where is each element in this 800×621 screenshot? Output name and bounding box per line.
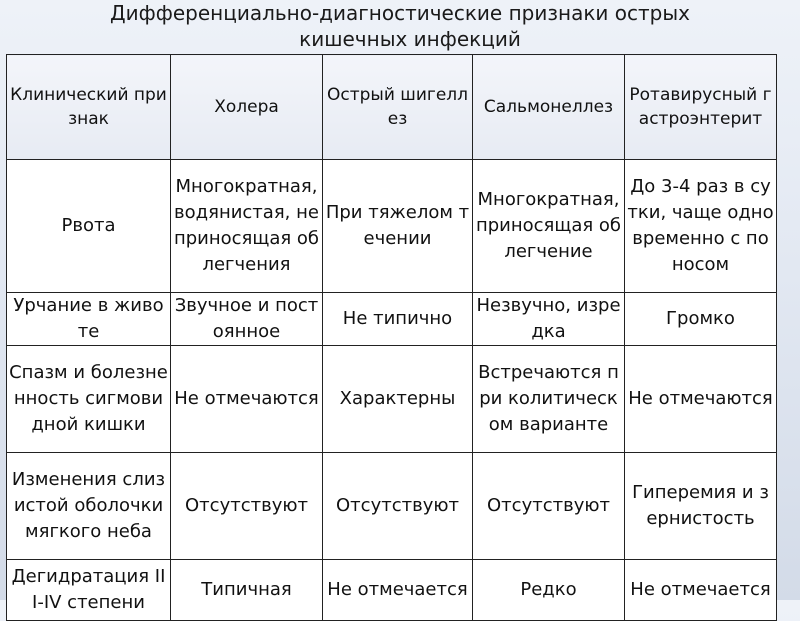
diagnostic-table (6, 54, 777, 621)
row-sign-cell: Спазм и болезненность сигмовидной кишки (7, 346, 171, 453)
page-title (0, 0, 800, 52)
rotavirus-cell: До 3-4 раз в сутки, чаще одновременно с поносом (625, 160, 777, 293)
table-row (7, 453, 777, 560)
table-row (7, 160, 777, 293)
rotavirus-cell: Громко (625, 293, 777, 346)
row-sign-cell: Рвота (7, 160, 171, 293)
header-cholera: Холера (171, 55, 323, 160)
shigellosis-cell: При тяжелом течении (323, 160, 473, 293)
row-sign-cell: Изменения слизистой оболочки мягкого неба (7, 453, 171, 560)
rotavirus-cell: Не отмечается (625, 560, 777, 621)
cholera-cell: Многократная, водянистая, не приносящая облегчения (171, 160, 323, 293)
row-sign-cell: Дегидратация III-IV степени (7, 560, 171, 621)
table-row (7, 346, 777, 453)
header-salmonellosis: Сальмонеллез (473, 55, 625, 160)
salmonellosis-cell: Редко (473, 560, 625, 621)
header-shigellosis: Острый шигеллез (323, 55, 473, 160)
table-header-row (7, 55, 777, 160)
header-rotavirus: Ротавирусный гастроэнтерит (625, 55, 777, 160)
shigellosis-cell: Отсутствуют (323, 453, 473, 560)
title-line-2: кишечных инфекций (299, 27, 521, 51)
cholera-cell: Звучное и постоянное (171, 293, 323, 346)
shigellosis-cell: Не типично (323, 293, 473, 346)
header-clinical-sign: Клинический признак (7, 55, 171, 160)
salmonellosis-cell: Незвучно, изредка (473, 293, 625, 346)
shigellosis-cell: Не отмечается (323, 560, 473, 621)
shigellosis-cell: Характерны (323, 346, 473, 453)
salmonellosis-cell: Отсутствуют (473, 453, 625, 560)
salmonellosis-cell: Многократная, приносящая облегчение (473, 160, 625, 293)
cholera-cell: Не отмечаются (171, 346, 323, 453)
salmonellosis-cell: Встречаются при колитическом варианте (473, 346, 625, 453)
cholera-cell: Типичная (171, 560, 323, 621)
table-row (7, 293, 777, 346)
cholera-cell: Отсутствуют (171, 453, 323, 560)
title-line-1: Дифференциально-диагностические признаки острых (110, 1, 690, 25)
rotavirus-cell: Гиперемия и зернистость (625, 453, 777, 560)
rotavirus-cell: Не отмечаются (625, 346, 777, 453)
table-row (7, 560, 777, 621)
row-sign-cell: Урчание в животе (7, 293, 171, 346)
